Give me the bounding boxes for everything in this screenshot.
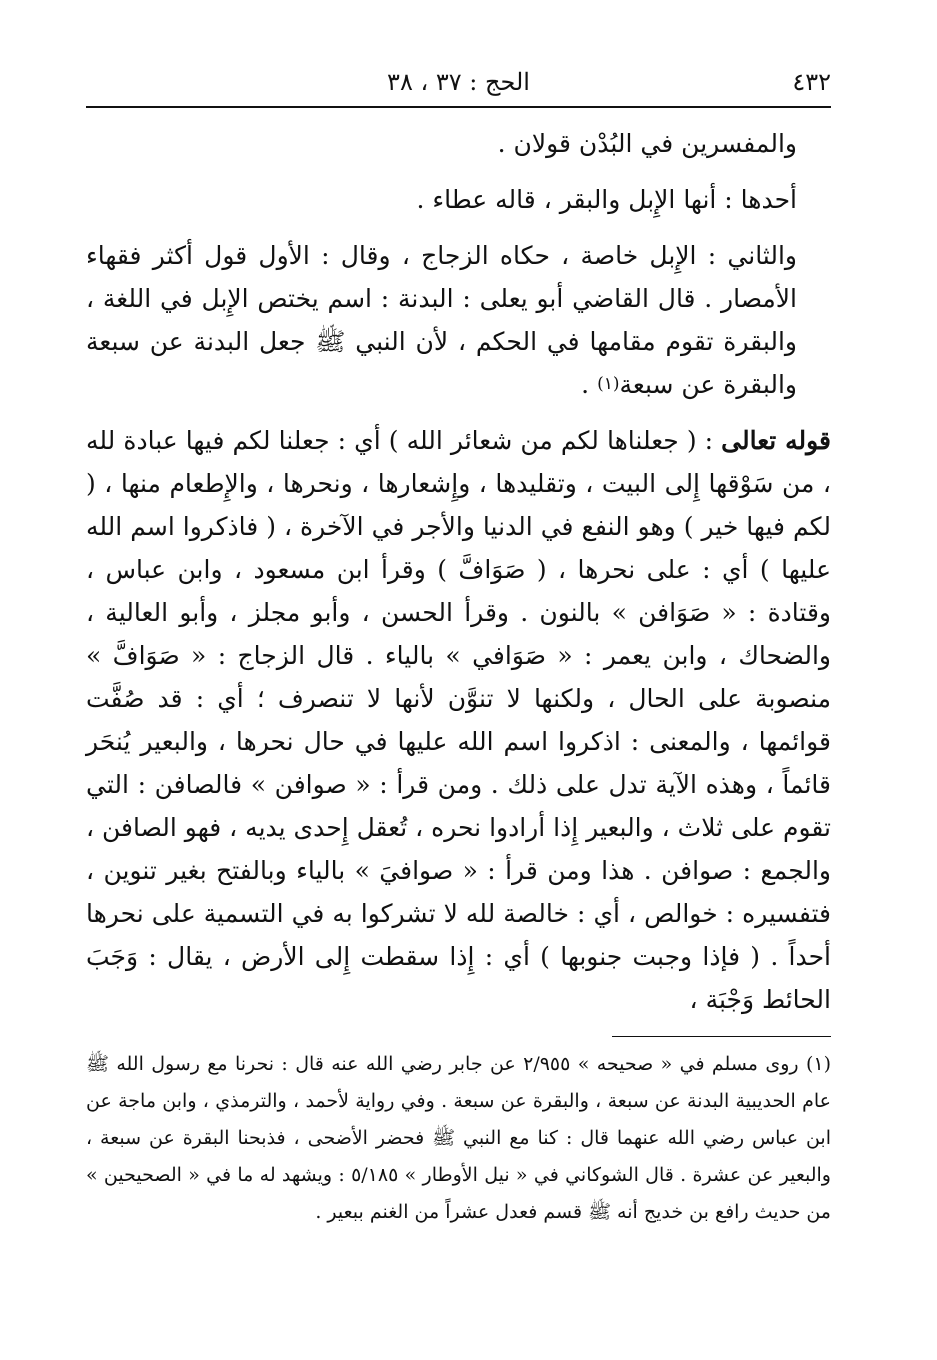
footnote-1-marker: (١) (805, 1053, 831, 1075)
paragraph-1-text: والمفسرين في البُدْن قولان . (497, 129, 797, 158)
header-divider (86, 106, 831, 108)
commentary-lead: قوله تعالى (721, 426, 831, 455)
paragraph-4 (86, 419, 831, 1021)
paragraph-3-text: والثاني : الإِبل خاصة ، حكاه الزجاج ، وقال : الأول قول أكثر فقهاء الأمصار . قال القاضي أبو يعلى : البدنة : اسم يختص الإِبل في اللغة ، والبقرة تقوم مقامها في الحكم ، لأن النبي ﷺ جعل البدنة عن سبعة والبقرة عن سبعة (86, 241, 797, 399)
footnote-divider (612, 1036, 831, 1037)
footnote-1-text: روى مسلم في « صحيحه » ٢/٩٥٥ عن جابر رضي الله عنه قال : نحرنا مع رسول الله ﷺ عام الحديبية البدنة عن سبعة ، والبقرة عن سبعة . وفي رواية لأحمد ، والترمذي ، وابن ماجة عن ابن عباس رضي الله عنهما قال : كنا مع النبي ﷺ فحضر الأضحى ، فذبحنا البقرة عن سبعة ، والبعير عن عشرة . قال الشوكاني في « نيل الأوطار » ٥/١٨٥ : ويشهد له ما في « الصحيحين » من حديث رافع بن خديج أنه ﷺ قسم فعدل عشراً من الغنم ببعير . (86, 1053, 831, 1223)
chapter-reference: الحج : ٣٧ ، ٣٨ (387, 68, 530, 96)
paragraph-2-text: أحدها : أنها الإِبل والبقر ، قاله عطاء . (416, 185, 797, 214)
paragraph-3 (86, 234, 831, 406)
paragraph-2 (86, 178, 831, 221)
footnote-1 (86, 1046, 831, 1231)
running-head (86, 64, 831, 102)
paragraph-1 (86, 122, 831, 165)
page-number: ٤٣٢ (792, 68, 831, 96)
main-text (86, 122, 831, 1021)
footnotes (86, 1046, 831, 1231)
paragraph-3-end: . (581, 370, 598, 399)
footnote-reference: (١) (597, 374, 620, 394)
paragraph-4-text: : ( جعلناها لكم من شعائر الله ) أي : جعلنا لكم فيها عبادة لله ، من سَوْقها إِلى البيت ، وتقليدها ، وإِشعارها ، ونحرها ، والإِطعام منها ، ( لكم فيها خير ) وهو النفع في الدنيا والأجر في الآخرة ، ( فاذكروا اسم الله عليها ) أي : على نحرها ، ( صَوَافَّ ) وقرأ ابن مسعود ، وابن عباس ، وقتادة : « صَوَافن » بالنون . وقرأ الحسن ، وأبو مجلز ، وأبو العالية ، والضحاك ، وابن يعمر : « صَوَافي » بالياء . قال الزجاج : « صَوَافَّ » منصوبة على الحال ، ولكنها لا تنوَّن لأنها لا تنصرف ؛ أي : قد صُفَّت قوائمها ، والمعنى : اذكروا اسم الله عليها في حال نحرها ، والبعير يُنحَر قائماً ، وهذه الآية تدل على ذلك . ومن قرأ : « صوافن » فالصافن : التي تقوم على ثلاث ، والبعير إِذا أرادوا نحره ، تُعقل إِحدى يديه ، فهو الصافن ، والجمع : صوافن . هذا ومن قرأ : « صوافيَ » بالياء وبالفتح بغير تنوين ، فتفسيره : خوالص ، أي : خالصة لله لا تشركوا به في التسمية على نحرها أحداً . ( فإذا وجبت جنوبها ) أي : إِذا سقطت إِلى الأرض ، يقال : وَجَبَ الحائط وَجْبَة ، (86, 426, 832, 1014)
